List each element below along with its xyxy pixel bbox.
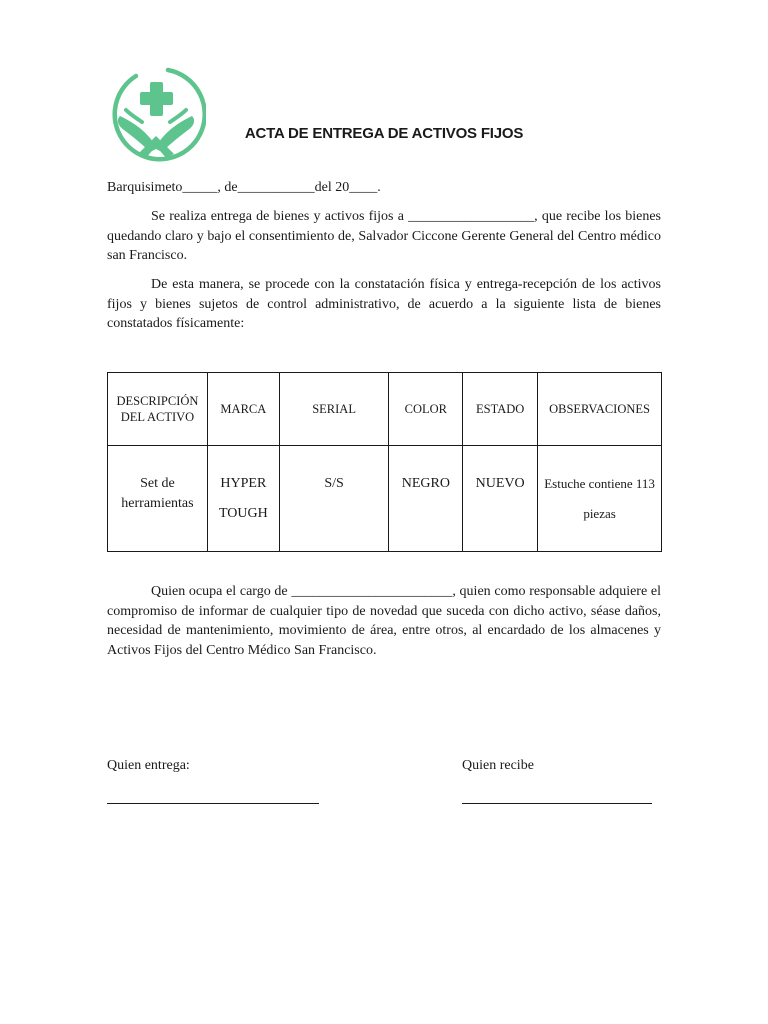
signature-line-entrega [107, 803, 319, 804]
signature-label-recibe: Quien recibe [462, 758, 534, 773]
assets-table [107, 372, 662, 552]
date-line: Barquisimeto_____, de___________del 20____. [107, 180, 381, 195]
table-cell-estado: NUEVO [463, 446, 538, 552]
signature-label-entrega: Quien entrega: [107, 758, 190, 773]
table-header: DESCRIPCIÓN DEL ACTIVO [108, 373, 208, 446]
table-header: MARCA [207, 373, 279, 446]
paragraph-delivery: Se realiza entrega de bienes y activos fijos a __________________, que recibe los bienes quedando claro y bajo el consentimiento de, Salvador Ciccone Gerente General del Centro médico san Francisco. [107, 209, 661, 263]
table-header-row [108, 373, 662, 446]
paragraph-verification: De esta manera, se procede con la constatación física y entrega-recepción de los activos fijos y bienes sujetos de control administrativo, de acuerdo a la siguiente lista de bienes constatados físicamente: [107, 277, 661, 331]
table-header: OBSERVACIONES [538, 373, 662, 446]
table-row [108, 446, 662, 552]
document-title: ACTA DE ENTREGA DE ACTIVOS FIJOS [244, 125, 524, 142]
table-cell-observaciones: Estuche contiene 113 piezas [538, 446, 662, 552]
table-header: SERIAL [279, 373, 389, 446]
table-header: ESTADO [463, 373, 538, 446]
medical-cross-hands-logo [106, 64, 206, 164]
table-cell-color: NEGRO [389, 446, 463, 552]
paragraph-responsibility: Quien ocupa el cargo de _______________________, quien como responsable adquiere el compromiso de informar de cualquier tipo de novedad que suceda con dicho activo, séase daños, necesidad de mantenimiento, movimiento de área, entre otros, al encardado de los almacenes y Activos Fijos del Centro Médico San Francisco. [107, 584, 661, 658]
table-cell-descripcion: Set de herramientas [108, 446, 208, 552]
table-header: COLOR [389, 373, 463, 446]
table-cell-marca: HYPER TOUGH [207, 446, 279, 552]
table-cell-serial: S/S [279, 446, 389, 552]
signature-line-recibe [462, 803, 652, 804]
